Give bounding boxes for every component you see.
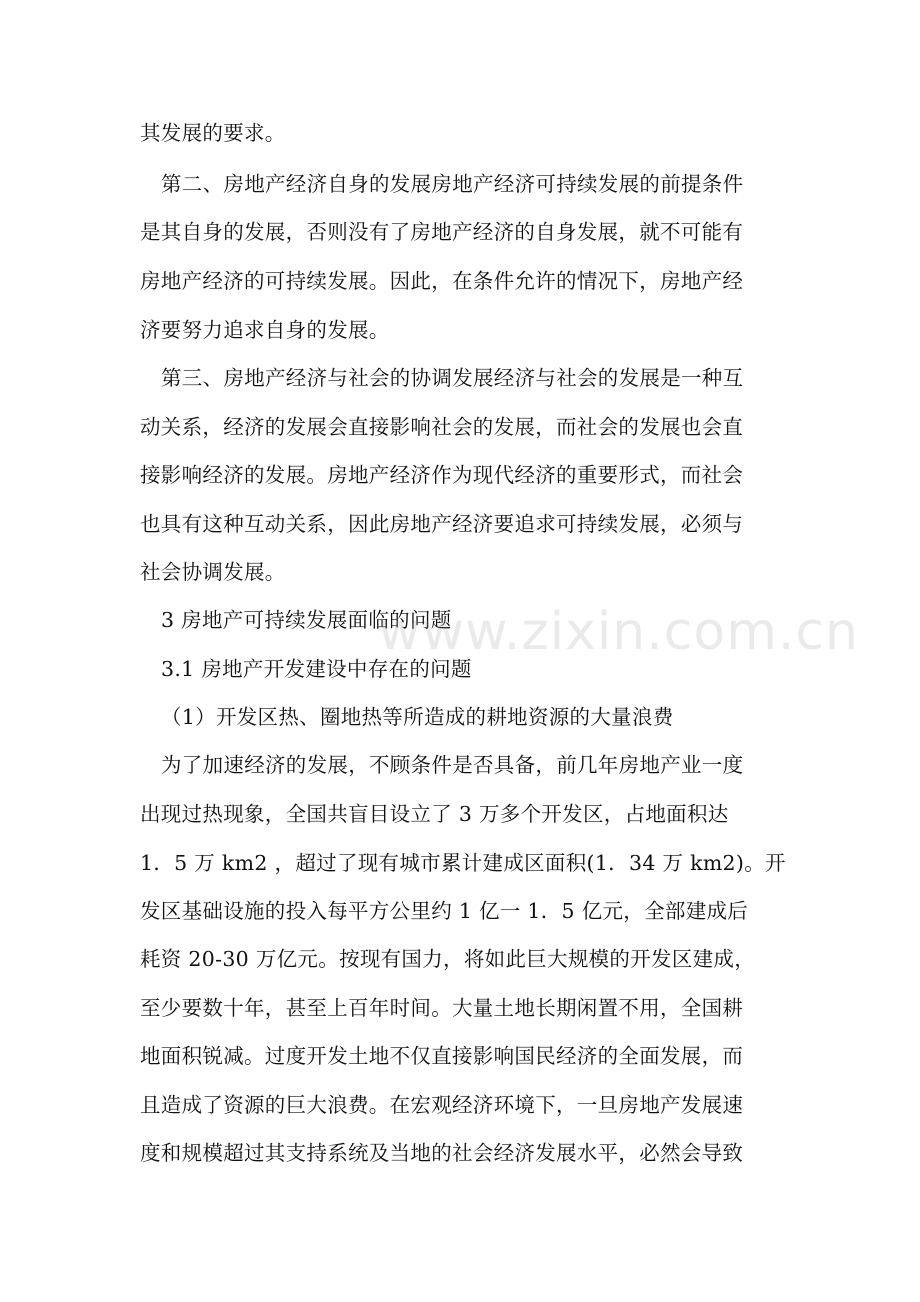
text-line-6: 第三、房地产经济与社会的协调发展经济与社会的发展是一种互 xyxy=(161,366,744,390)
text-line-18: 耗资 20-30 万亿元。按现有国力，将如此巨大规模的开发区建成， xyxy=(140,947,756,971)
text-line-8: 接影响经济的发展。房地产经济作为现代经济的重要形式，而社会 xyxy=(140,463,744,487)
text-line-1: 其发展的要求。 xyxy=(140,121,286,145)
watermark: www.zixin.com.cn xyxy=(378,602,859,662)
subsection-heading: 3.1 房地产开发建设中存在的问题 xyxy=(161,657,472,681)
text-line-2: 第二、房地产经济自身的发展房地产经济可持续发展的前提条件 xyxy=(161,172,744,196)
text-line-17: 发区基础设施的投入每平方公里约 1 亿一 1．5 亿元，全部建成后 xyxy=(140,899,749,923)
text-line-5: 济要努力追求自身的发展。 xyxy=(140,318,390,342)
text-line-16: 1．5 万 km2 ，超过了现有城市累计建成区面积(1．34 万 km2)。开 xyxy=(140,851,786,875)
section-heading: 3 房地产可持续发展面临的问题 xyxy=(161,608,452,632)
text-line-15: 出现过热现象，全国共盲目设立了 3 万多个开发区，占地面积达 xyxy=(140,802,729,826)
text-line-9: 也具有这种互动关系，因此房地产经济要追求可持续发展，必须与 xyxy=(140,512,744,536)
text-line-4: 房地产经济的可持续发展。因此，在条件允许的情况下，房地产经 xyxy=(140,269,744,293)
text-line-21: 且造成了资源的巨大浪费。在宏观经济环境下，一旦房地产发展速 xyxy=(140,1093,744,1117)
text-line-10: 社会协调发展。 xyxy=(140,560,286,584)
text-line-22: 度和规模超过其支持系统及当地的社会经济发展水平，必然会导致 xyxy=(140,1141,744,1165)
item-heading: （1）开发区热、圈地热等所造成的耕地资源的大量浪费 xyxy=(161,705,674,729)
text-line-3: 是其自身的发展，否则没有了房地产经济的自身发展，就不可能有 xyxy=(140,220,744,244)
text-line-14: 为了加速经济的发展，不顾条件是否具备，前几年房地产业一度 xyxy=(161,753,744,777)
text-line-20: 地面积锐减。过度开发土地不仅直接影响国民经济的全面发展，而 xyxy=(140,1044,744,1068)
text-line-19: 至少要数十年，甚至上百年时间。大量土地长期闲置不用，全国耕 xyxy=(140,996,744,1020)
text-line-7: 动关系，经济的发展会直接影响社会的发展，而社会的发展也会直 xyxy=(140,415,744,439)
